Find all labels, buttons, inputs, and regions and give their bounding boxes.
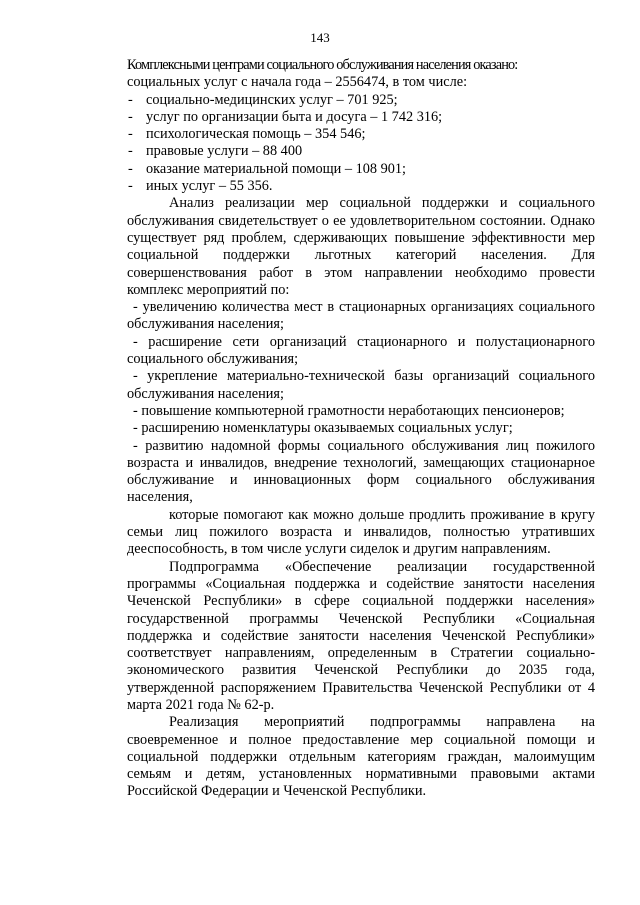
list-item: - оказание материальной помощи – 108 901; xyxy=(128,160,407,177)
measure-item: - укрепление материально-технической базы организаций социального обслуживания населения; xyxy=(127,368,595,402)
service-item-text: иных услуг – 55 356. xyxy=(146,178,273,195)
list-item: - иных услуг – 55 356. xyxy=(128,178,273,195)
list-item: - услуг по организации быта и досуга – 1 742 316; xyxy=(128,108,443,125)
intro-heading: Комплексными центрами социального обслуживания населения оказано: xyxy=(127,57,518,73)
service-item-text: услуг по организации быта и досуга – 1 742 316; xyxy=(146,108,443,125)
implementation-paragraph: Реализация мероприятий подпрограммы направлена на своевременное и полное предоставление мер социальной помощи и социальной поддержки отдельным категориям граждан, малоимущим семьям и детям, установленных нормативными правовыми актами Российской Федерации и Чеченской Республики. xyxy=(127,714,595,800)
service-item-text: социально-медицинских услуг – 701 925; xyxy=(146,91,398,108)
intro-total: социальных услуг с начала года – 2556474, в том числе: xyxy=(127,74,468,91)
continuation-paragraph: которые помогают как можно дольше продлить проживание в кругу семьи лиц пожилого возраста и инвалидов, полностью утративших дееспособность, в том числе услуги сиделок и другим направлениям. xyxy=(127,506,595,558)
measure-item: - расширение сети организаций стационарного и полустационарного социального обслуживания; xyxy=(127,333,595,368)
measure-item: - увеличению количества мест в стационарных организациях социального обслуживания населения; xyxy=(127,299,595,333)
measure-item: - развитию надомной формы социального обслуживания лиц пожилого возраста и инвалидов, внедрение технологий, замещающих стационарное обслуживание и инновационных форм социального обслуживания населения, xyxy=(127,437,595,506)
list-item: - психологическая помощь – 354 546; xyxy=(128,126,366,143)
subprogram-paragraph: Подпрограмма «Обеспечение реализации государственной программы «Социальная поддержка и содействие занятости населения Чеченской Республики» в сфере социальной поддержки населения» государственной программы Чеченской Республики «Социальная поддержка и содействие занятости населения Чеченской Республики» соответствует направлениям, определенным в Стратегии социально-экономического развития Чеченской Республики до 2035 года, утвержденной распоряжением Правительства Чеченской Республики от 4 марта 2021 года № 62-р. xyxy=(127,558,595,713)
list-item: - социально-медицинских услуг – 701 925; xyxy=(128,91,398,108)
service-item-text: правовые услуги – 88 400 xyxy=(146,143,303,160)
list-item: - правовые услуги – 88 400 xyxy=(128,143,303,160)
analysis-paragraph: Анализ реализации мер социальной поддержки и социального обслуживания свидетельствует о ее удовлетворительном состоянии. Однако существует ряд проблем, сдерживающих повышение эффективности мер социальной поддержки льготных категорий населения. Для совершенствования работ в этом направлении необходимо провести комплекс мероприятий по: xyxy=(127,195,595,298)
service-item-text: психологическая помощь – 354 546; xyxy=(146,126,366,143)
measure-item: - повышение компьютерной грамотности неработающих пенсионеров; xyxy=(133,402,565,419)
measure-item: - расширению номенклатуры оказываемых социальных услуг; xyxy=(133,420,513,437)
service-item-text: оказание материальной помощи – 108 901; xyxy=(146,160,407,177)
measures-list xyxy=(127,299,595,507)
services-list xyxy=(127,92,595,196)
document-body xyxy=(127,57,595,801)
page-number: 143 xyxy=(310,30,330,45)
